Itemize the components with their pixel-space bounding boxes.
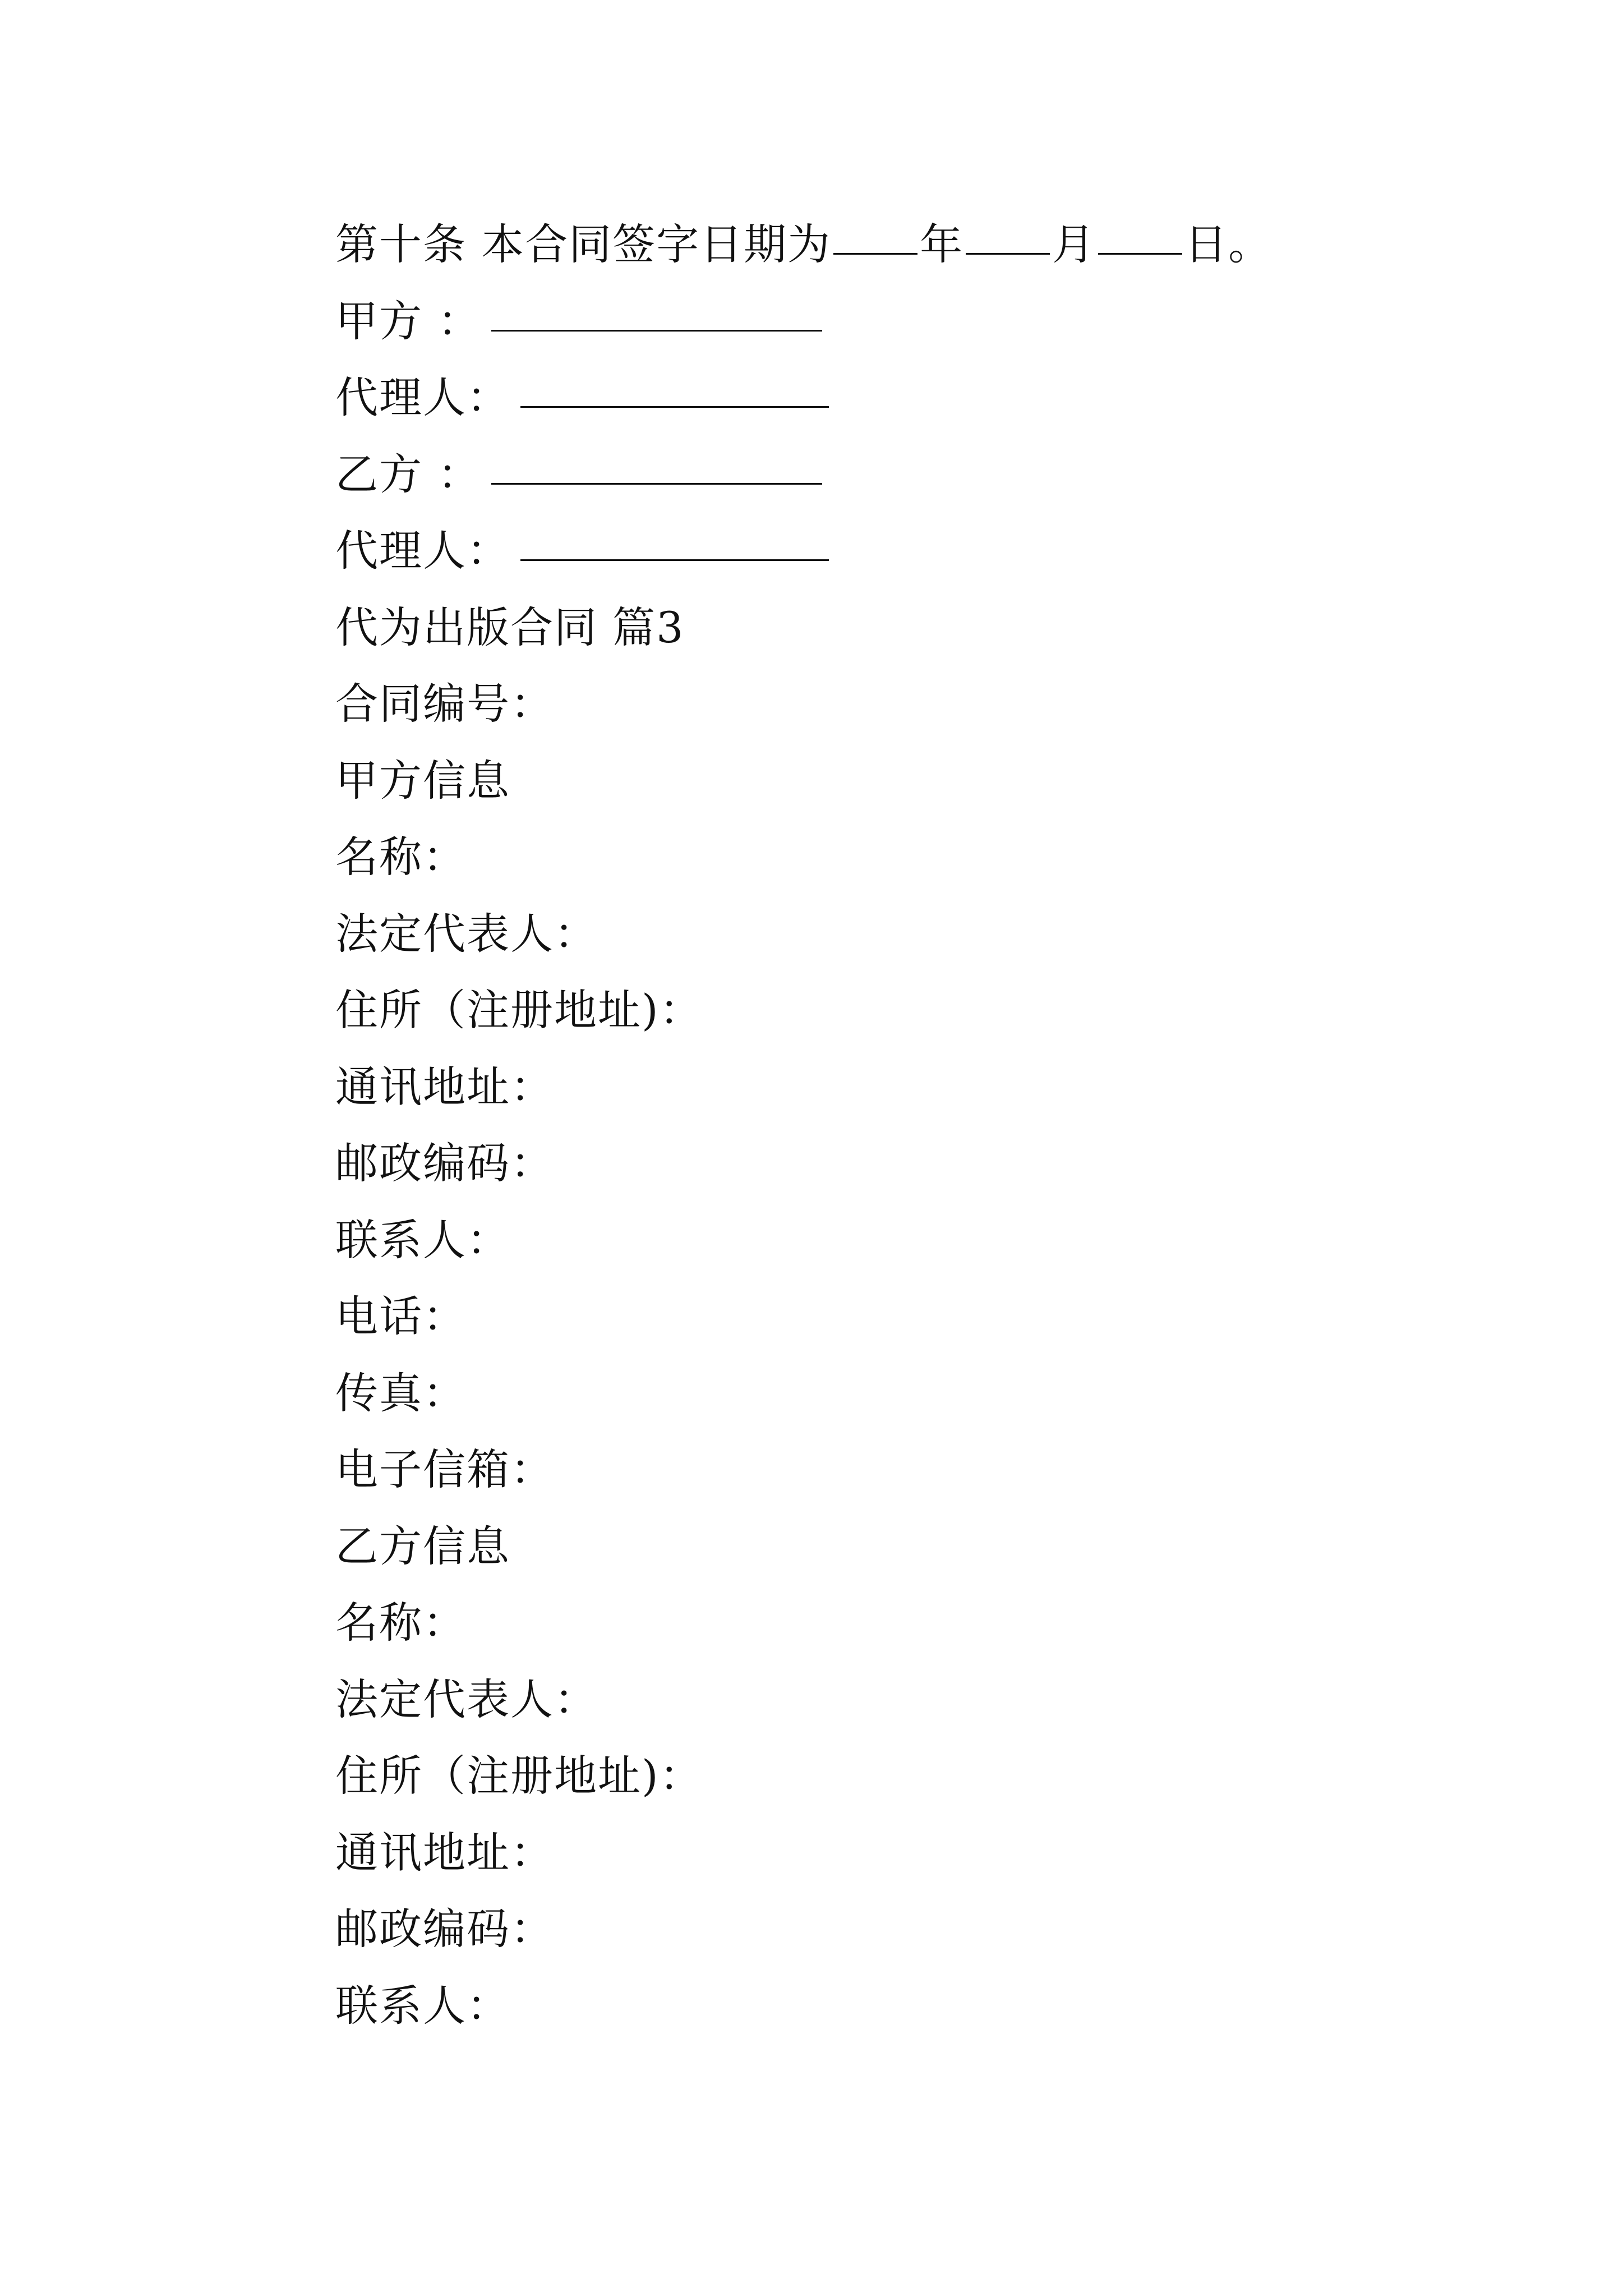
party-b-agent-blank [520, 519, 829, 561]
signing-date-prefix: 第十条 本合同签字日期为 [335, 219, 832, 269]
party-b-legal-rep-field: 法定代表人： [335, 1674, 598, 1724]
party-a-legal-rep-field: 法定代表人： [335, 908, 598, 959]
party-a-signature-label: 甲方 ： [335, 296, 482, 346]
party-b-name-field: 名称： [335, 1598, 467, 1648]
party-a-name-field: 名称： [335, 832, 467, 882]
section-title: 代为出版合同 篇3 [335, 602, 685, 652]
signing-date-line [335, 206, 1401, 283]
month-blank [966, 213, 1050, 255]
year-label: 年 [920, 219, 964, 269]
party-a-postcode-field: 邮政编码： [335, 1138, 554, 1188]
party-b-signature-line [335, 436, 1401, 513]
party-a-mailing-address-field: 通讯地址： [335, 1061, 554, 1112]
party-b-agent-signature-line [335, 513, 1401, 590]
party-a-agent-label: 代理人： [335, 372, 510, 422]
party-b-agent-label: 代理人： [335, 526, 510, 576]
party-a-signature-line [335, 283, 1401, 360]
party-a-phone-field: 电话： [335, 1291, 467, 1341]
party-b-contact-field: 联系人： [335, 1980, 510, 2031]
party-a-agent-blank [520, 366, 829, 408]
party-a-email-field: 电子信箱： [335, 1444, 554, 1494]
party-b-mailing-address-field: 通讯地址： [335, 1827, 554, 1878]
party-a-fax-field: 传真： [335, 1368, 467, 1418]
party-a-signature-blank [491, 289, 822, 332]
party-a-contact-field: 联系人： [335, 1214, 510, 1265]
party-b-signature-label: 乙方 ： [335, 449, 482, 499]
party-b-address-field: 住所（注册地址)： [335, 1751, 703, 1801]
party-a-heading: 甲方信息 [335, 755, 510, 806]
party-b-postcode-field: 邮政编码： [335, 1904, 554, 1954]
party-a-address-field: 住所（注册地址)： [335, 985, 703, 1035]
document-body [335, 206, 1401, 2044]
party-a-agent-signature-line [335, 360, 1401, 436]
day-blank [1098, 213, 1182, 255]
year-blank [833, 213, 917, 255]
party-b-signature-blank [491, 443, 822, 485]
day-label: 日。 [1184, 219, 1272, 269]
month-label: 月 [1052, 219, 1096, 269]
party-b-heading: 乙方信息 [335, 1521, 510, 1571]
contract-number-label: 合同编号： [335, 679, 554, 729]
